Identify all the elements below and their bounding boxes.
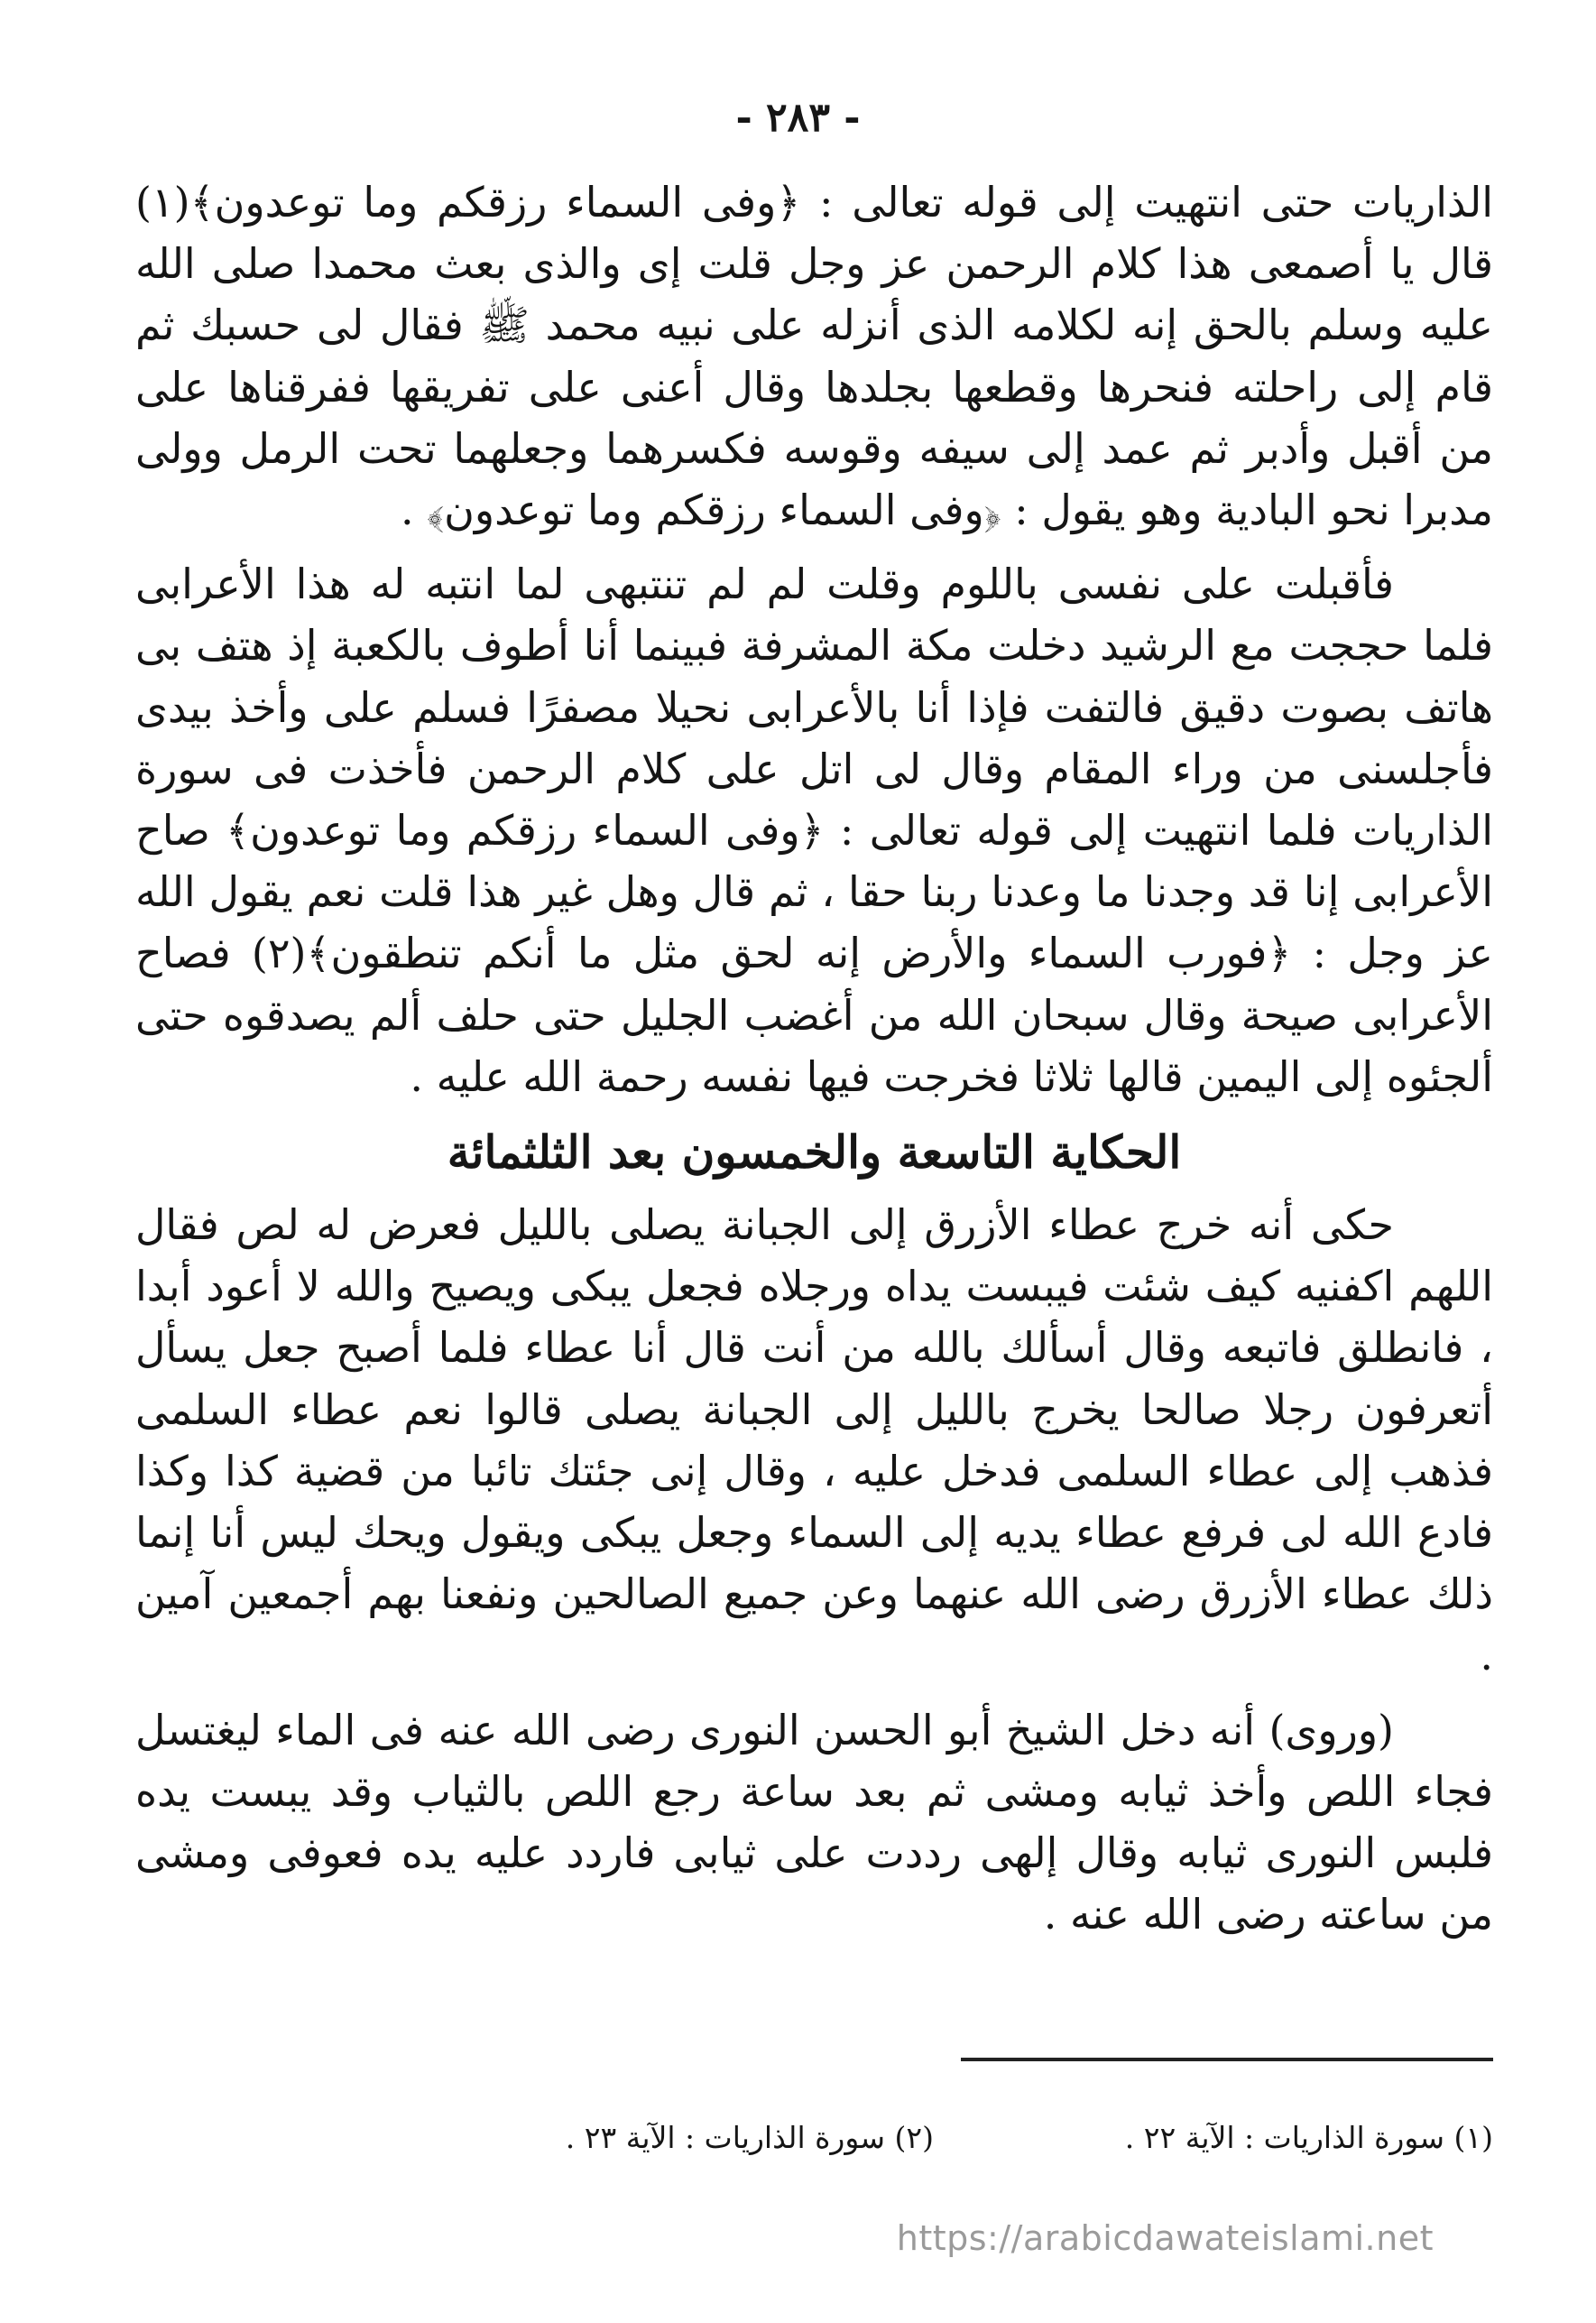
paragraph-1: الذاريات حتى انتهيت إلى قوله تعالى : ﴿وفى السماء رزقكم وما توعدون﴾(١) قال يا أصمعى هذا كلام الرحمن عز وجل قلت إى والذى بعث محمدا صلى الله عليه وسلم بالحق إنه لكلامه الذى أنزله على نبيه محمد ﷺ فقال لى حسبك ثم قام إلى راحلته فنحرها وقطعها بجلدها وقال أعنى على تفريقها ففرقناها على من أقبل وأدبر ثم عمد إلى سيفه وقوسه فكسرهما وجعلهما تحت الرمل وولى مدبرا نحو البادية وهو يقول : ﴿وفى السماء رزقكم وما توعدون﴾ .: [135, 178, 1493, 535]
section-heading: الحكاية التاسعة والخمسون بعد الثلثمائة: [447, 1125, 1182, 1180]
footnote-1: (١) سورة الذاريات : الآية ٢٢ .: [1124, 2120, 1493, 2155]
main-text: [135, 171, 1493, 1957]
paragraph-4: (وروى) أنه دخل الشيخ أبو الحسن النورى رضى الله عنه فى الماء ليغتسل فجاء اللص وأخذ ثيابه ومشى ثم بعد ساعة رجع اللص بالثياب وقد يبست يده فلبس النورى ثيابه وقال إلهى رددت على ثيابى فاردد عليه يده فعوفى ومشى من ساعته رضى الله عنه .: [135, 1705, 1493, 1939]
paragraph-2: فأقبلت على نفسى باللوم وقلت لم لم تنتبهى لما انتبه له هذا الأعرابى فلما حججت مع الرشيد دخلت مكة المشرفة فبينما أنا أطوف بالكعبة إذ هتف بى هاتف بصوت دقيق فالتفت فإذا أنا بالأعرابى نحيلا مصفرًا فسلم على وأخذ بيدى فأجلسنى من وراء المقام وقال لى اتل على كلام الرحمن فأخذت فى سورة الذاريات فلما انتهيت إلى قوله تعالى : ﴿وفى السماء رزقكم وما توعدون﴾ صاح الأعرابى إنا قد وجدنا ما وعدنا ربنا حقا ، ثم قال وهل غير هذا قلت نعم يقول الله عز وجل : ﴿فورب السماء والأرض إنه لحق مثل ما أنكم تنطقون﴾(٢) فصاح الأعرابى صيحة وقال سبحان الله من أغضب الجليل حتى حلف ألم يصدقوه حتى ألجئوه إلى اليمين قالها ثلاثا فخرجت فيها نفسه رحمة الله عليه .: [135, 560, 1493, 1101]
watermark-url: https://arabicdawateislami.net: [896, 2218, 1434, 2258]
page-number: - ٢٨٣ -: [735, 95, 861, 141]
footnote-divider: [961, 2058, 1493, 2061]
footnote-2: (٢) سورة الذاريات : الآية ٢٣ .: [565, 2120, 934, 2155]
paragraph-3: حكى أنه خرج عطاء الأزرق إلى الجبانة يصلى بالليل فعرض له لص فقال اللهم اكفنيه كيف شئت فيبست يداه ورجلاه فجعل يبكى ويصيح والله لا أعود أبدا ، فانطلق فاتبعه وقال أسألك بالله من أنت قال أنا عطاء فلما أصبح جعل يسأل أتعرفون رجلا صالحا يخرج بالليل إلى الجبانة يصلى قالوا نعم عطاء السلمى فذهب إلى عطاء السلمى فدخل عليه ، وقال إنى جئتك تائبا من قضية كذا وكذا فادع الله لى فرفع عطاء يديه إلى السماء وجعل يبكى ويقول ويحك ليس أنا إنما ذلك عطاء الأزرق رضى الله عنهما وعن جميع الصالحين ونفعنا بهم أجمعين آمين .: [135, 1200, 1493, 1680]
